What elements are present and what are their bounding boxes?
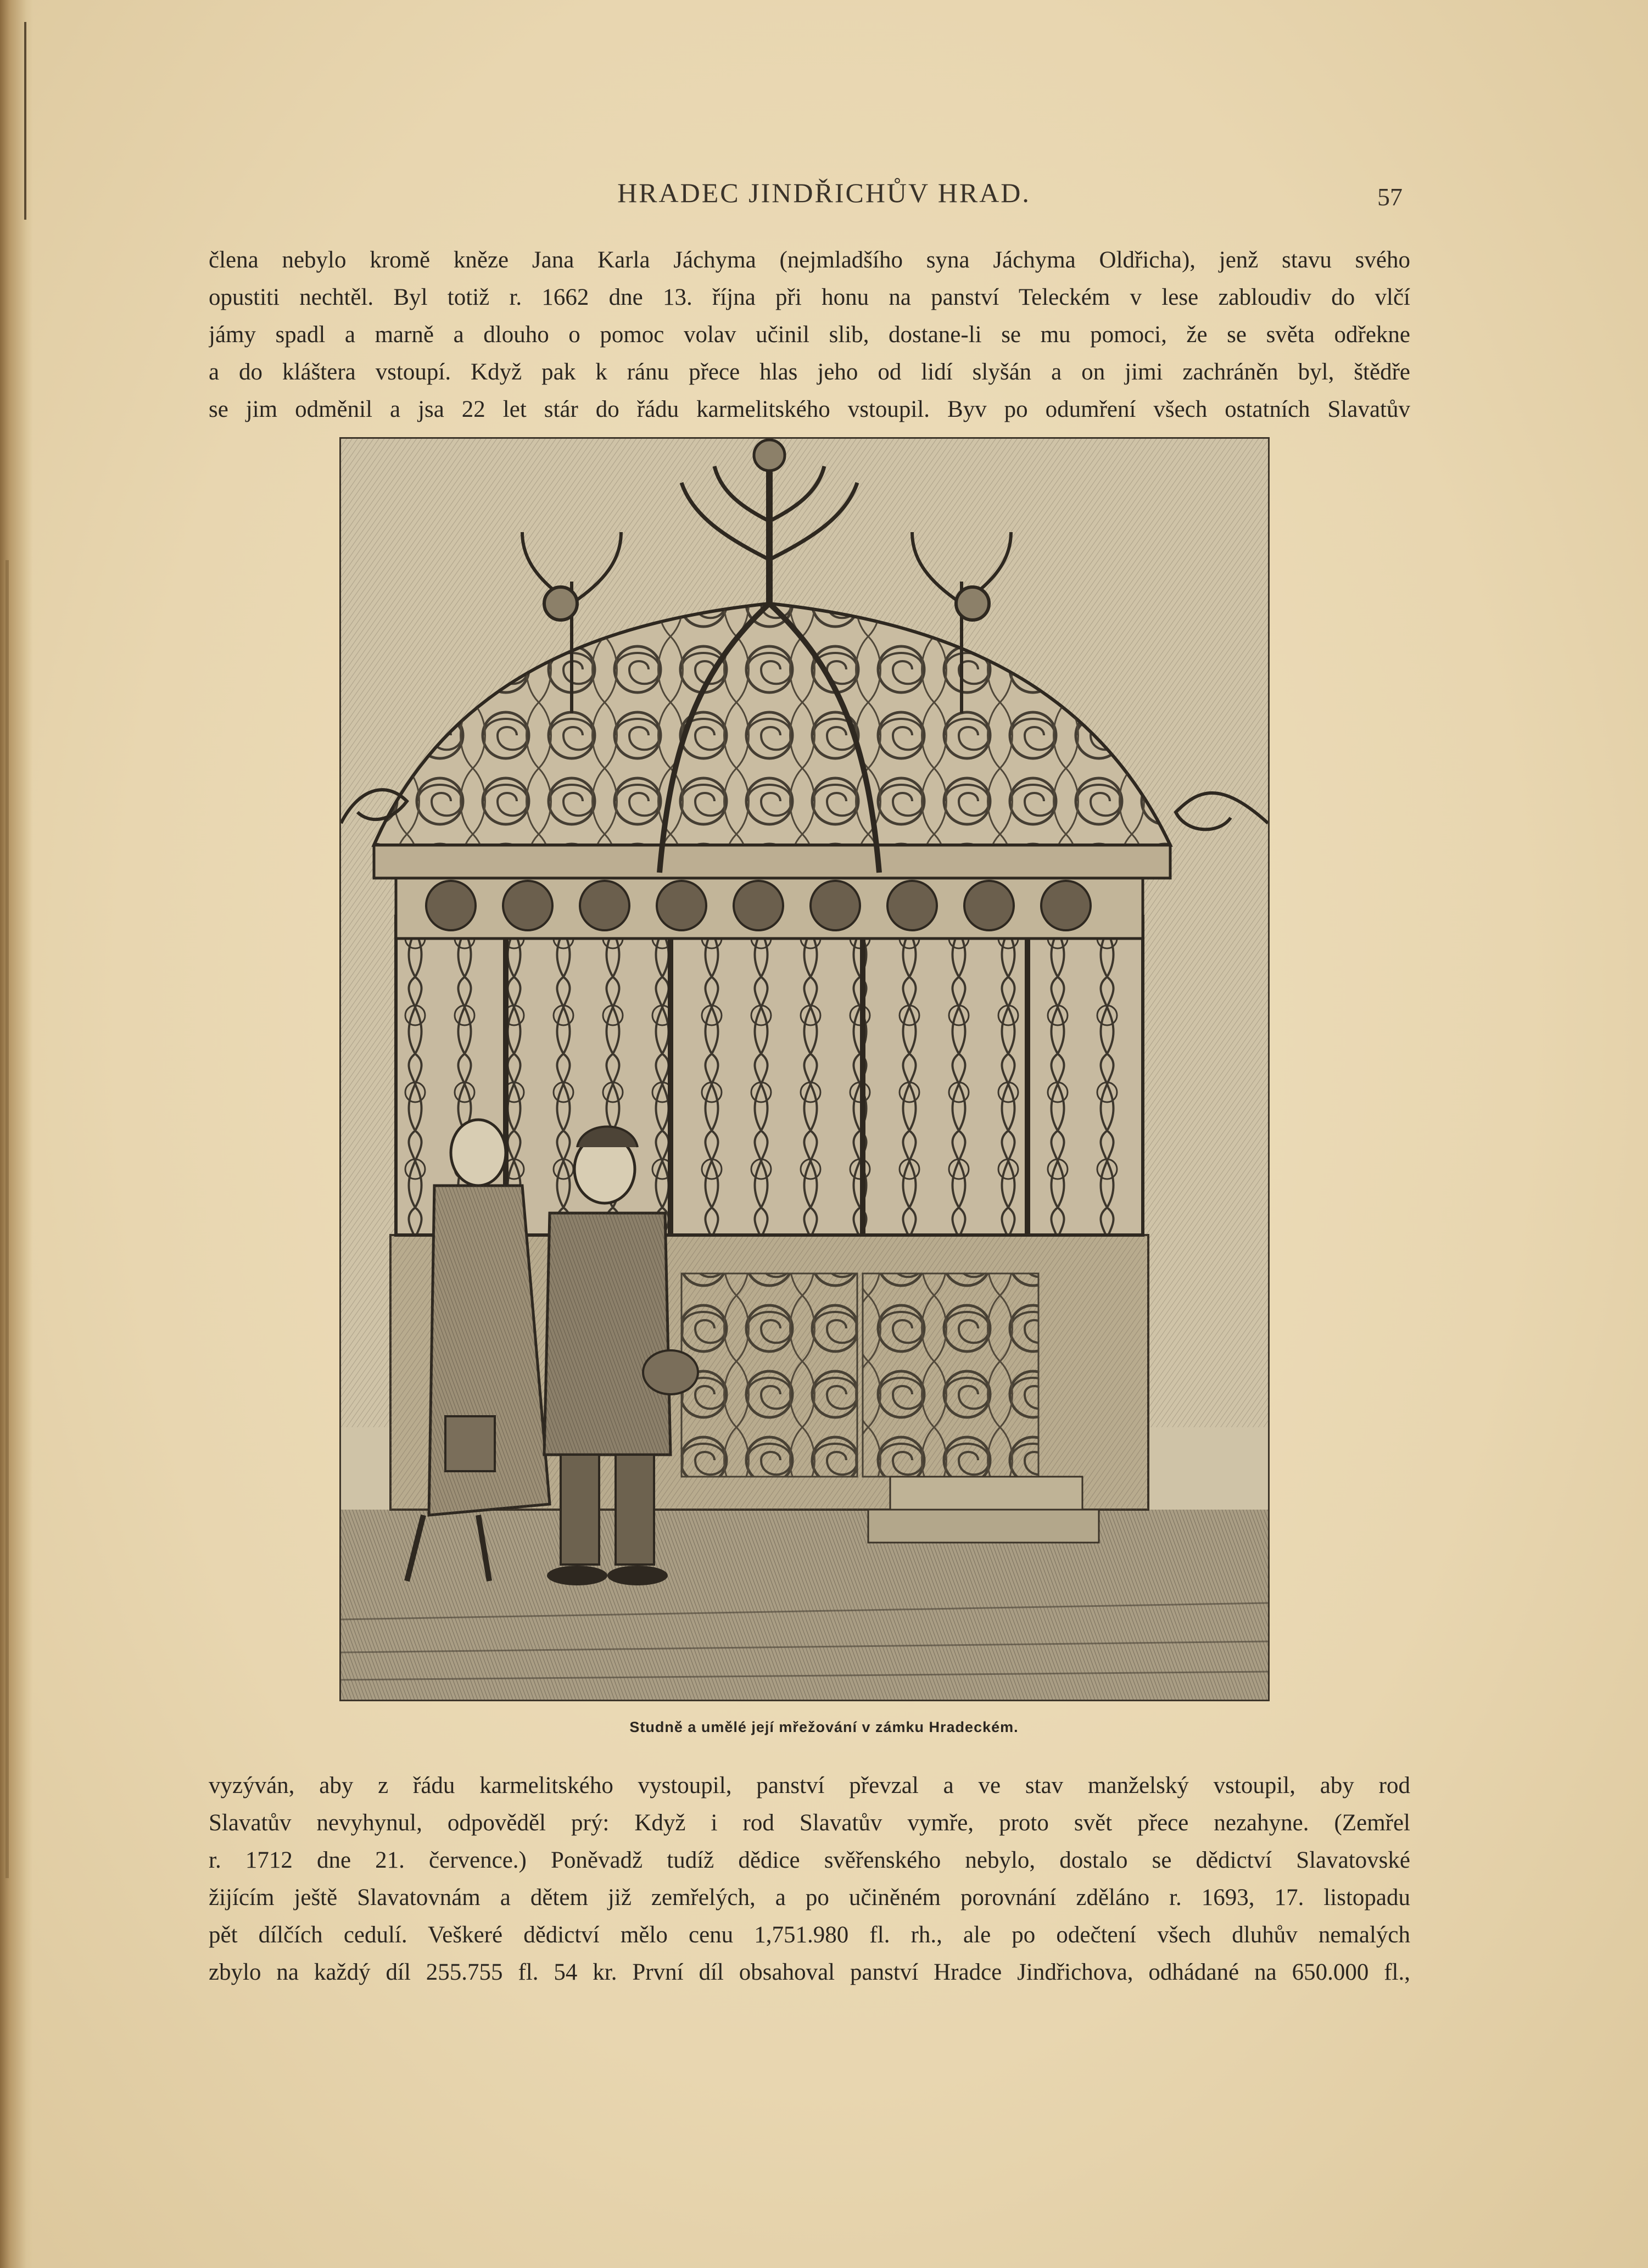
text-line: opustiti nechtěl. Byl totiž r. 1662 dne 13. října při honu na panství Teleckém v lese zabloudiv do vlčí xyxy=(209,284,1410,310)
text-line: a do kláštera vstoupí. Když pak k ránu přece hlas jeho od lidí slyšán a on jimi zachráněn byl, štědře xyxy=(209,359,1410,385)
text-line: zbylo na každý díl 255.755 fl. 54 kr. První díl obsahoval panství Hradce Jindřichova, odhádané na 650.000 fl., xyxy=(209,1959,1410,1985)
text-line: jámy spadl a marně a dlouho o pomoc volav učinil slib, dostane-li se mu pomoci, že se světa odřekne xyxy=(209,322,1410,348)
text-line: r. 1712 dne 21. července.) Poněvadž tudíž dědice svěřenského nebylo, dostalo se dědictví Slavatovské xyxy=(209,1847,1410,1873)
text-line: Slavatův nevyhynul, odpověděl prý: Když i rod Slavatův vymře, proto svět přece nezahyne. (Zemřel xyxy=(209,1810,1410,1836)
text-line: člena nebylo kromě kněze Jana Karla Jáchyma (nejmladšího syna Jáchyma Oldřicha), jenž stavu svého xyxy=(209,247,1410,273)
text-line: vyzýván, aby z řádu karmelitského vystoupil, panství převzal a ve stav manželský vstoupil, aby rod xyxy=(209,1773,1410,1798)
engraving-fountain-illustration xyxy=(339,437,1270,1701)
figure-caption: Studně a umělé její mřežování v zámku Hradeckém. xyxy=(629,1719,1019,1735)
paragraph-bottom xyxy=(209,1767,1410,1991)
page-number: 57 xyxy=(1377,183,1403,211)
spine-edge xyxy=(5,560,9,1878)
text-line: pět dílčích cedulí. Veškeré dědictví mělo cenu 1,751.980 fl. rh., ale po odečtení všech dluhův nemalých xyxy=(209,1922,1410,1948)
paragraph-top xyxy=(209,242,1410,428)
text-line: žijícím ještě Slavatovnám a dětem již zemřelých, a po učiněném porovnání zděláno r. 1693, 17. listopadu xyxy=(209,1885,1410,1911)
text-line: se jim odměnil a jsa 22 let stár do řádu karmelitského vstoupil. Byv po odumření všech ostatních Slavatův xyxy=(209,396,1410,422)
book-spine-shadow xyxy=(0,0,33,2268)
running-header: HRADEC JINDŘICHŮV HRAD. xyxy=(617,177,1031,208)
